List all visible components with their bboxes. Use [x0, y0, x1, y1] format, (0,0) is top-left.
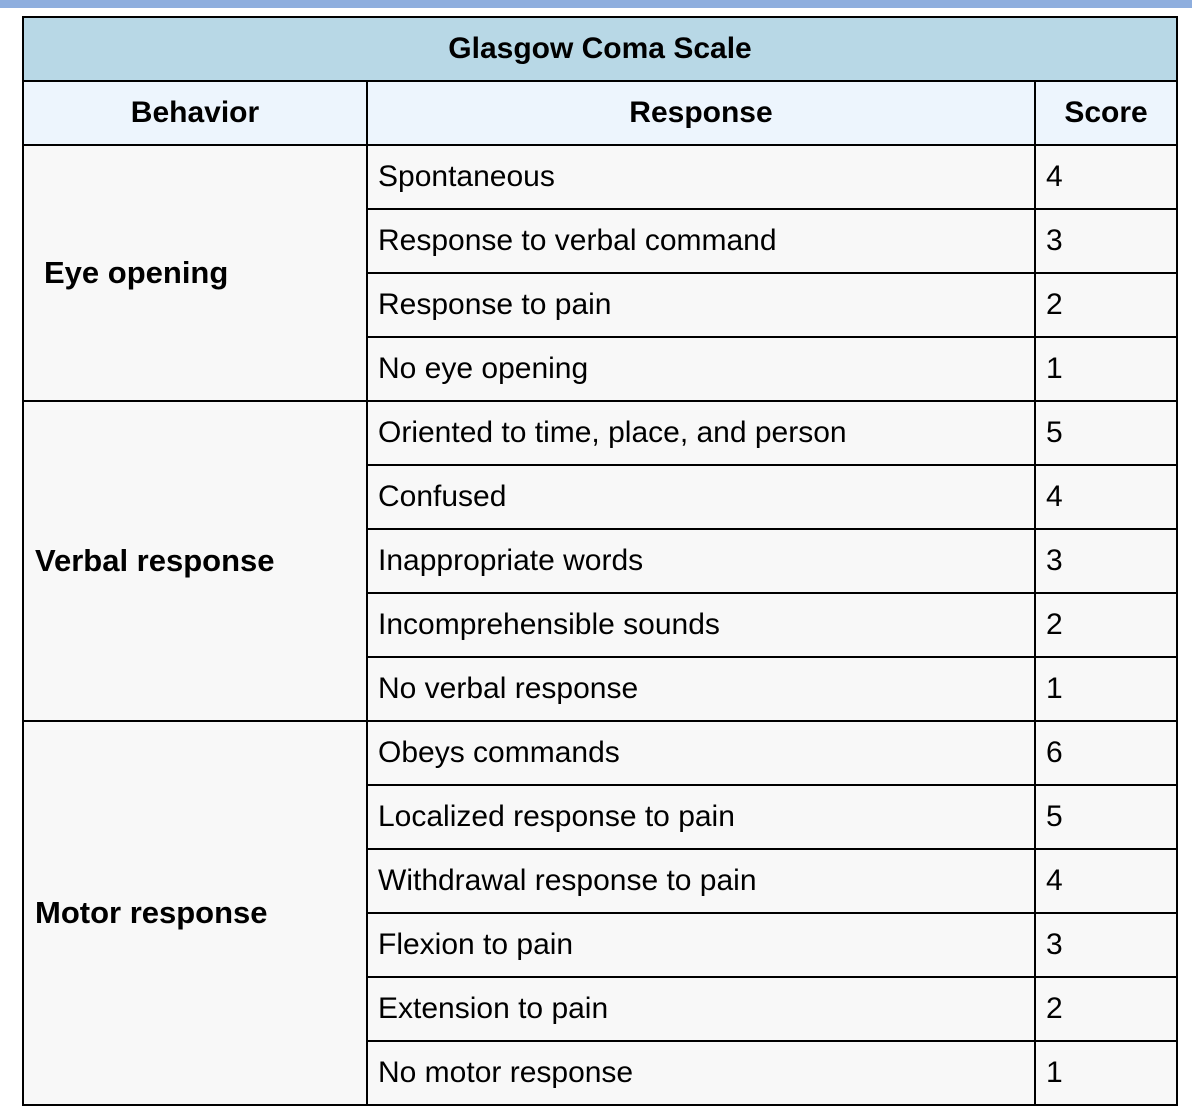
response-cell: Flexion to pain [367, 913, 1035, 977]
behavior-label: Verbal response [35, 543, 275, 578]
glasgow-coma-scale-table [22, 16, 1178, 1106]
score-cell: 2 [1035, 593, 1177, 657]
behavior-label: Motor response [35, 895, 268, 930]
response-cell: Oriented to time, place, and person [367, 401, 1035, 465]
response-cell: Spontaneous [367, 145, 1035, 209]
table-title: Glasgow Coma Scale [23, 17, 1177, 81]
table-row [23, 721, 1177, 785]
score-cell: 5 [1035, 785, 1177, 849]
response-cell: Localized response to pain [367, 785, 1035, 849]
column-header-behavior: Behavior [23, 81, 367, 145]
score-cell: 6 [1035, 721, 1177, 785]
response-cell: Incomprehensible sounds [367, 593, 1035, 657]
behavior-label: Eye opening [44, 255, 229, 290]
score-cell: 3 [1035, 913, 1177, 977]
response-cell: Response to verbal command [367, 209, 1035, 273]
score-cell: 4 [1035, 849, 1177, 913]
response-cell: Response to pain [367, 273, 1035, 337]
score-cell: 2 [1035, 977, 1177, 1041]
response-cell: Withdrawal response to pain [367, 849, 1035, 913]
table-row [23, 145, 1177, 209]
column-header-score: Score [1035, 81, 1177, 145]
score-cell: 1 [1035, 657, 1177, 721]
score-cell: 1 [1035, 1041, 1177, 1105]
response-cell: No eye opening [367, 337, 1035, 401]
score-cell: 1 [1035, 337, 1177, 401]
response-cell: Confused [367, 465, 1035, 529]
table-header-row [23, 81, 1177, 145]
response-cell: Extension to pain [367, 977, 1035, 1041]
top-accent-bar [0, 0, 1192, 8]
behavior-eye-opening [23, 145, 367, 401]
column-header-response: Response [367, 81, 1035, 145]
behavior-motor-response [23, 721, 367, 1105]
response-cell: Obeys commands [367, 721, 1035, 785]
response-cell: No motor response [367, 1041, 1035, 1105]
score-cell: 5 [1035, 401, 1177, 465]
score-cell: 4 [1035, 145, 1177, 209]
response-cell: No verbal response [367, 657, 1035, 721]
behavior-verbal-response [23, 401, 367, 721]
table-title-row [23, 17, 1177, 81]
score-cell: 2 [1035, 273, 1177, 337]
score-cell: 4 [1035, 465, 1177, 529]
score-cell: 3 [1035, 529, 1177, 593]
score-cell: 3 [1035, 209, 1177, 273]
table-row [23, 401, 1177, 465]
response-cell: Inappropriate words [367, 529, 1035, 593]
